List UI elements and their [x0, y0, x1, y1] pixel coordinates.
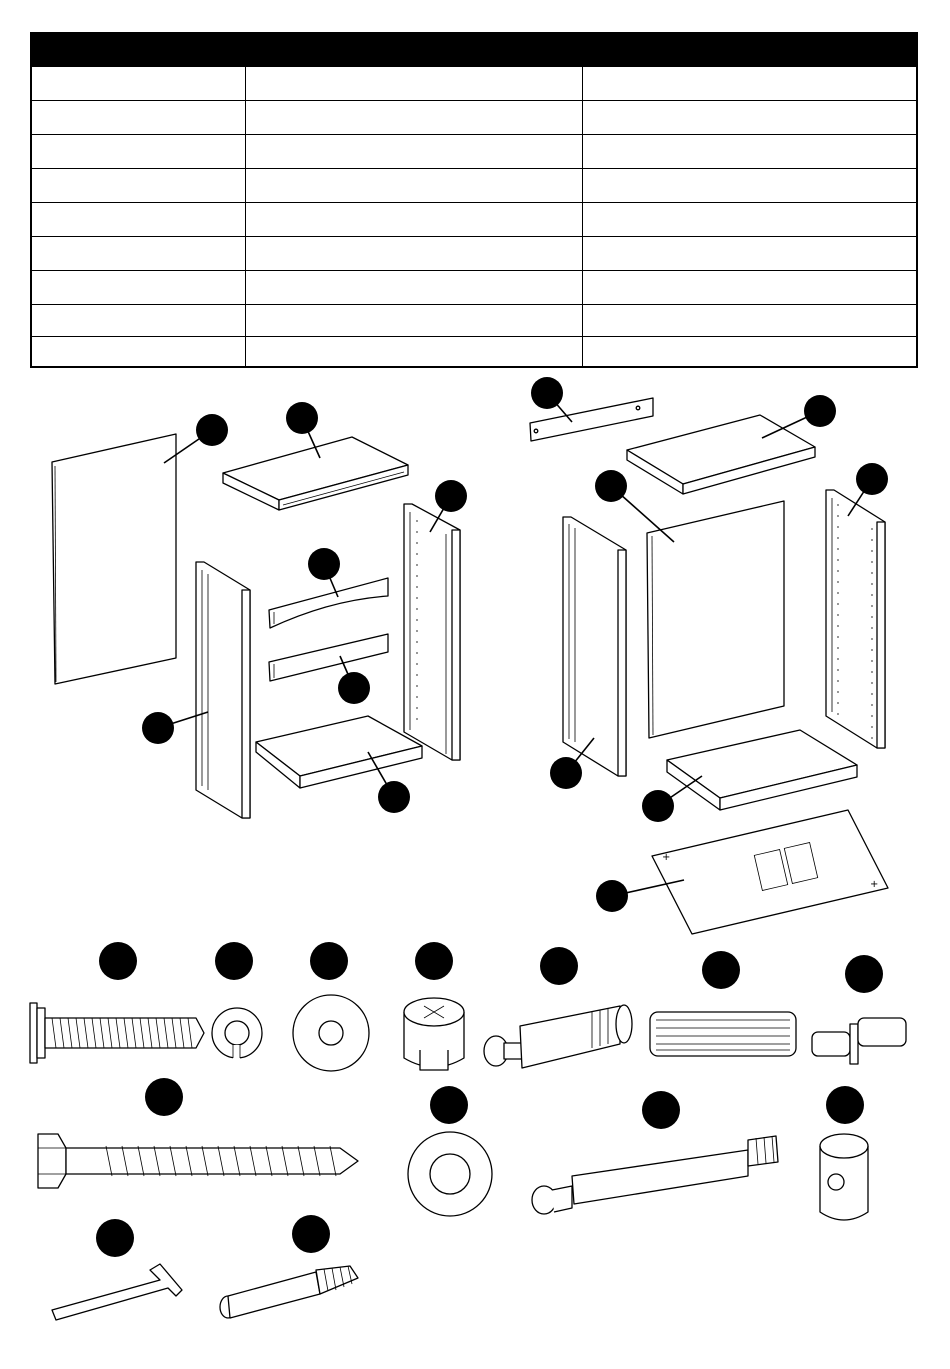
callout-bubble — [702, 951, 740, 989]
callout-bubble — [856, 463, 888, 495]
left-front-rail — [269, 578, 388, 628]
callout-bubble — [415, 942, 453, 980]
callout-bubble — [826, 1086, 864, 1124]
callout-bubble — [215, 942, 253, 980]
callout-bubble — [292, 1215, 330, 1253]
lag-screw-part — [38, 1134, 358, 1188]
flat-washer-part — [293, 995, 369, 1071]
callout-bubble — [596, 880, 628, 912]
callout-bubble — [845, 955, 883, 993]
callout-bubble — [642, 1091, 680, 1129]
callout-bubble — [142, 712, 174, 744]
callout-bubble — [804, 395, 836, 427]
left-rear-rail — [269, 634, 388, 681]
right-right-side-panel — [826, 490, 885, 748]
left-bottom-shelf — [256, 716, 422, 788]
callout-bubble — [338, 672, 370, 704]
barrel-nut-part — [820, 1134, 868, 1220]
right-label-sheet — [652, 810, 888, 934]
cam-dowel-part — [484, 1005, 632, 1068]
shelf-pin-part — [812, 1018, 906, 1064]
svg-text:+: + — [870, 879, 879, 890]
callout-bubble — [196, 414, 228, 446]
allen-key-part — [52, 1264, 182, 1320]
svg-text:+: + — [662, 852, 671, 863]
callout-bubble — [99, 942, 137, 980]
bolt-part — [30, 1003, 204, 1063]
callout-bubble — [550, 757, 582, 789]
callout-bubble — [96, 1219, 134, 1257]
callout-bubble — [378, 781, 410, 813]
callout-bubble — [286, 402, 318, 434]
cam-lock-part — [404, 998, 464, 1070]
callout-bubble — [531, 377, 563, 409]
wood-dowel-part — [650, 1012, 796, 1056]
screw-dowel-part — [220, 1266, 358, 1318]
left-left-side-panel — [196, 562, 250, 818]
right-bottom-shelf — [667, 730, 857, 810]
split-washer-part — [212, 1008, 262, 1059]
hardware-callout-bubbles — [96, 942, 883, 1257]
left-back-panel — [52, 434, 176, 684]
callout-bubble — [540, 947, 578, 985]
callout-bubble — [595, 470, 627, 502]
connector-bolt-part — [532, 1136, 778, 1214]
callout-bubble — [310, 942, 348, 980]
callout-bubble — [430, 1086, 468, 1124]
callout-bubble — [145, 1078, 183, 1116]
callout-bubble — [642, 790, 674, 822]
right-left-side-panel — [563, 517, 626, 776]
callout-bubble — [308, 548, 340, 580]
large-washer-part — [408, 1132, 492, 1216]
left-right-side-panel — [404, 504, 460, 760]
callout-bubble — [435, 480, 467, 512]
